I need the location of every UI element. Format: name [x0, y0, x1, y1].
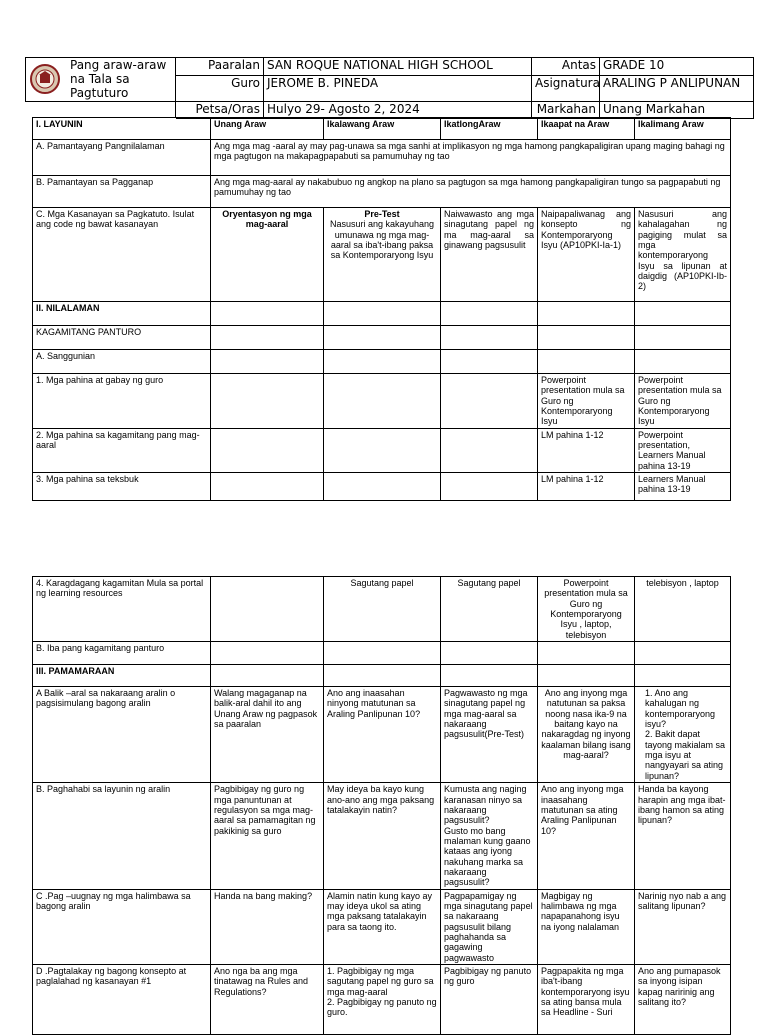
karagdagang-label: 4. Karagdagang kagamitan Mula sa portal ng learning resources — [33, 577, 211, 642]
kasanayan-day2-text: Nasusuri ang kakayuhang umunawa ng mga mag-aaral sa iba't-ibang paksa sa Kontemporaryong Isyu — [329, 219, 435, 261]
pag-uugnay-label: C .Pag –uugnay ng mga halimbawa sa bagong aralin — [33, 889, 211, 964]
iba-label: B. Iba pang kagamitang panturo — [33, 642, 211, 665]
header-table — [25, 57, 754, 119]
pag-uugnay-day5: Narinig nyo nab a ang salitang lipunan? — [635, 889, 731, 964]
kasanayan-day2 — [324, 208, 441, 302]
guro-label: Guro — [176, 75, 264, 102]
antas-value: GRADE 10 — [600, 58, 754, 76]
teksbuk-day4: LM pahina 1-12 — [538, 473, 635, 501]
magaaral-label: 2. Mga pahina sa kagamitang pang mag- aaral — [33, 428, 211, 472]
col-ikalawang-araw: Ikalawang Araw — [324, 118, 441, 140]
nilalaman-label: II. NILALAMAN — [33, 302, 211, 326]
teksbuk-label: 3. Mga pahina sa teksbuk — [33, 473, 211, 501]
paghahabi-day3: Kumusta ang naging karanasan ninyo sa nakaraang pagsusulit? Gusto mo bang malaman kung gaano kataas ang iyong nakuhang marka sa nakaraang pagsusulit? — [441, 783, 538, 889]
asignatura-label: Asignatura — [532, 75, 600, 102]
lesson-plan-table-1 — [32, 117, 731, 501]
paaralan-value: SAN ROQUE NATIONAL HIGH SCHOOL — [264, 58, 532, 76]
pagtalakay-day1: Ano nga ba ang mga tinatawag na Rules and Regulations? — [211, 965, 324, 1035]
teksbuk-day5: Learners Manual pahina 13-19 — [635, 473, 731, 501]
balik-day4: Ano ang inyong mga natutunan sa paksa noong nasa ika-9 na baitang kayo na nakaragdag ng inyong kaalaman bilang isang mag-aaral? — [538, 687, 635, 783]
col-ikatlong-araw: IkatlongAraw — [441, 118, 538, 140]
layunin-heading: I. LAYUNIN — [33, 118, 211, 140]
asignatura-value: ARALING P ANLIPUNAN — [600, 75, 754, 102]
paghahabi-label: B. Paghahabi sa layunin ng aralin — [33, 783, 211, 889]
balik-day3: Pagwawasto ng mga sinagutang papel ng mga mag-aaral sa nakaraang pagsusulit(Pre-Test) — [441, 687, 538, 783]
sanggunian-label: A. Sanggunian — [33, 350, 211, 374]
pagganap-label: B. Pamantayan sa Pagganap — [33, 176, 211, 208]
form-title: Pang araw-araw na Tala sa Pagtuturo — [26, 58, 176, 102]
pagtalakay-day2: 1. Pagbibigay ng mga sagutang papel ng guro sa mga mag-aaral 2. Pagbibigay ng panuto ng guro. — [324, 965, 441, 1035]
kasanayan-label: C. Mga Kasanayan sa Pagkatuto. Isulat ang code ng bawat kasanayan — [33, 208, 211, 302]
pagganap-text: Ang mga mag-aaral ay nakabubuo ng angkop na plano sa pagtugon sa mga hamong pangkapaligiran tungo sa pagpapabuti ng pamumuhay ng tao — [211, 176, 731, 208]
paghahabi-day5: Handa ba kayong harapin ang mga ibat-ibang hamon sa ating lipunan? — [635, 783, 731, 889]
gabay-day5: Powerpoint presentation mula sa Guro ng Kontemporaryong Isyu — [635, 374, 731, 429]
markahan-label: Markahan — [532, 102, 600, 119]
kasanayan-day5: Nasusuri ang kahalagahan ng pagiging mulat sa mga kontemporaryong Isyu sa lipunan at daigdig (AP10PKI-Ib-2) — [635, 208, 731, 302]
pamamaraan-label: III. PAMAMARAAN — [33, 665, 211, 687]
pamantayang-text: Ang mga mag -aaral ay may pag-unawa sa mga sanhi at implikasyon ng mga hamong pangkapaligiran upang maging bahagi ng mga pagtugon na makapagpapabuti sa pamumuhay ng tao — [211, 140, 731, 176]
pamantayang-label: A. Pamantayang Pangnilalaman — [33, 140, 211, 176]
gabay-day4: Powerpoint presentation mula sa Guro ng Kontemporaryong Isyu — [538, 374, 635, 429]
pretest-heading: Pre-Test — [364, 209, 400, 219]
pag-uugnay-day1: Handa na bang making? — [211, 889, 324, 964]
markahan-value: Unang Markahan — [600, 102, 754, 119]
kasanayan-day4: Naipapaliwanag ang konsepto ng Kontemporaryong Isyu (AP10PKI-Ia-1) — [538, 208, 635, 302]
petsa-label: Petsa/Oras — [176, 102, 264, 119]
col-ikalimang-araw: Ikalimang Araw — [635, 118, 731, 140]
col-unang-araw: Unang Araw — [211, 118, 324, 140]
col-ikaapat-na-araw: Ikaapat na Araw — [538, 118, 635, 140]
paaralan-label: Paaralan — [176, 58, 264, 76]
karagdagang-day3: Sagutang papel — [441, 577, 538, 642]
paghahabi-day4: Ano ang inyong mga inaasahang matutunan sa ating Araling Panlipunan 10? — [538, 783, 635, 889]
balik-day1: Walang magaganap na balik-aral dahil ito ang Unang Araw ng pagpasok sa paaralan — [211, 687, 324, 783]
karagdagang-day2: Sagutang papel — [324, 577, 441, 642]
lesson-plan-table-2 — [32, 576, 731, 1035]
magaaral-day4: LM pahina 1-12 — [538, 428, 635, 472]
karagdagang-day4: Powerpoint presentation mula sa Guro ng Kontemporaryong Isyu , laptop, telebisyon — [538, 577, 635, 642]
karagdagang-day5: telebisyon , laptop — [635, 577, 731, 642]
pag-uugnay-day2: Alamin natin kung kayo ay may ideya ukol sa ating mga paksang tatalakayin para sa taong ito. — [324, 889, 441, 964]
pagtalakay-day3: Pagbibigay ng panuto ng guro — [441, 965, 538, 1035]
paghahabi-day2: May ideya ba kayo kung ano-ano ang mga paksang tatalakayin natin? — [324, 783, 441, 889]
petsa-value: Hulyo 29- Agosto 2, 2024 — [264, 102, 532, 119]
paghahabi-day1: Pagbibigay ng guro ng mga panuntunan at regulasyon sa mga mag-aaral sa pamamagitan ng pakikinig sa guro — [211, 783, 324, 889]
antas-label: Antas — [532, 58, 600, 76]
pagtalakay-day4: Pagpapakita ng mga iba't-ibang kontemporaryong isyu sa ating bansa mula sa Headline - Suri — [538, 965, 635, 1035]
kasanayan-day1: Oryentasyon ng mga mag-aaral — [211, 208, 324, 302]
balik-label: A Balik –aral sa nakaraang aralin o pagsisimulang bagong aralin — [33, 687, 211, 783]
pag-uugnay-day4: Magbigay ng halimbawa ng mga napapanahong isyu na iyong nalalaman — [538, 889, 635, 964]
pagtalakay-day5: Ano ang pumapasok sa inyong isipan kapag naririnig ang salitang ito? — [635, 965, 731, 1035]
balik-day2: Ano ang inaasahan ninyong matutunan sa Araling Panlipunan 10? — [324, 687, 441, 783]
magaaral-day5: Powerpoint presentation, Learners Manual pahina 13-19 — [635, 428, 731, 472]
gabay-label: 1. Mga pahina at gabay ng guro — [33, 374, 211, 429]
guro-value: JEROME B. PINEDA — [264, 75, 532, 102]
pag-uugnay-day3: Pagpapamigay ng mga sinagutang papel sa nakaraang pagsusulit bilang paghahanda sa gagawing pagwawasto — [441, 889, 538, 964]
kasanayan-day3: Naiwawasto ang mga sinagutang papel ng ma mag-aaral sa ginawang pagsusulit — [441, 208, 538, 302]
pagtalakay-label: D .Pagtalakay ng bagong konsepto at paglalahad ng kasanayan #1 — [33, 965, 211, 1035]
balik-day5: 1. Ano ang kahalugan ng kontemporaryong isyu? 2. Bakit dapat tayong makialam sa mga isyu at nangyayari sa ating lipunan? — [635, 687, 731, 783]
kagamitang-label: KAGAMITANG PANTURO — [33, 326, 211, 350]
